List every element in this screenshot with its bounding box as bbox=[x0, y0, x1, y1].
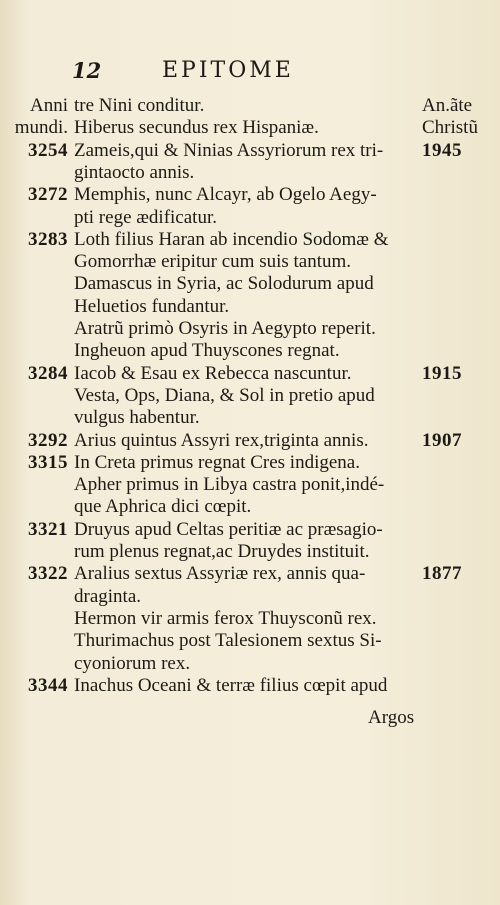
text-line bbox=[0, 139, 500, 162]
text-line bbox=[0, 607, 500, 630]
year-of-world: 3254 bbox=[28, 139, 68, 161]
year-of-world: 3283 bbox=[28, 228, 68, 250]
text-line bbox=[0, 384, 500, 407]
year-before-christ: 1877 bbox=[422, 563, 462, 585]
running-title: EPITOME bbox=[162, 58, 294, 83]
entry-text: Gomorrhæ eripitur cum suis tantum. bbox=[74, 251, 352, 273]
entry-text: Heluetios fundantur. bbox=[74, 295, 230, 317]
text-line bbox=[0, 585, 500, 608]
text-line bbox=[0, 272, 500, 295]
text-line bbox=[0, 540, 500, 563]
entry-text: draginta. bbox=[74, 585, 142, 607]
entry-text: Hiberus secundus rex Hispaniæ. bbox=[74, 117, 319, 139]
text-line bbox=[0, 206, 500, 229]
entry-text: In Creta primus regnat Cres indigena. bbox=[74, 451, 360, 473]
entry-text: Druyus apud Celtas peritiæ ac præsagio‑ bbox=[74, 518, 383, 540]
text-line bbox=[0, 451, 500, 474]
catchword: Argos bbox=[368, 707, 415, 728]
entry-text: pti rege ædificatur. bbox=[74, 206, 217, 228]
text-line bbox=[0, 295, 500, 318]
entry-text: Aratrũ primò Osyris in Aegypto reperit. bbox=[74, 318, 376, 339]
text-line bbox=[0, 339, 500, 362]
year-of-world: 3315 bbox=[28, 451, 68, 473]
entry-text: tre Nini conditur. bbox=[74, 95, 205, 116]
year-of-world: 3292 bbox=[28, 429, 68, 451]
entry-text: Thurimachus post Talesionem sextus Si‑ bbox=[74, 630, 382, 652]
entry-text: Damascus in Syria, ac Solodurum apud bbox=[74, 273, 374, 295]
entry-text: Memphis, nunc Alcayr, ab Ogelo Aegy‑ bbox=[74, 184, 377, 206]
text-line bbox=[0, 183, 500, 206]
year-of-world: 3272 bbox=[28, 184, 68, 206]
text-line bbox=[0, 674, 500, 697]
entry-text: Hermon vir armis ferox Thuysconũ rex. bbox=[74, 607, 377, 629]
text-line bbox=[0, 94, 500, 117]
text-line bbox=[0, 429, 500, 452]
margin-label: An.ãte bbox=[422, 95, 473, 116]
margin-label: mundi. bbox=[14, 117, 68, 139]
entry-text: rum plenus regnat,ac Druydes instituit. bbox=[74, 541, 370, 562]
entry-text: cyoniorum rex. bbox=[74, 652, 191, 674]
text-line bbox=[0, 116, 500, 139]
entry-text: Inachus Oceani & terræ filius cœpit apud bbox=[74, 674, 388, 696]
margin-label: Christũ bbox=[422, 117, 478, 139]
entry-text: Loth filius Haran ab incendio Sodomæ & bbox=[74, 228, 389, 250]
catchword-line bbox=[0, 706, 500, 729]
entry-text: que Aphrica dici cœpit. bbox=[74, 496, 252, 518]
text-line bbox=[0, 228, 500, 251]
year-before-christ: 1907 bbox=[422, 429, 462, 451]
text-line bbox=[0, 495, 500, 518]
text-line bbox=[0, 629, 500, 652]
year-before-christ: 1945 bbox=[422, 139, 462, 161]
text-line bbox=[0, 250, 500, 273]
text-line bbox=[0, 562, 500, 585]
text-line bbox=[0, 406, 500, 429]
entry-text: Aralius sextus Assyriæ rex, annis qua‑ bbox=[74, 563, 366, 585]
year-of-world: 3344 bbox=[28, 674, 68, 696]
text-line bbox=[0, 518, 500, 541]
text-line bbox=[0, 362, 500, 385]
entry-text: Zameis,qui & Ninias Assyriorum rex tri‑ bbox=[74, 139, 384, 161]
text-line bbox=[0, 652, 500, 675]
entry-text: Arius quintus Assyri rex,triginta annis. bbox=[74, 429, 369, 451]
text-line bbox=[0, 317, 500, 340]
year-before-christ: 1915 bbox=[422, 362, 462, 384]
entry-text: Vesta, Ops, Diana, & Sol in pretio apud bbox=[74, 384, 375, 406]
year-of-world: 3322 bbox=[28, 563, 68, 585]
year-of-world: 3284 bbox=[28, 362, 68, 384]
page-header bbox=[0, 58, 500, 88]
year-of-world: 3321 bbox=[28, 518, 68, 540]
margin-label: Anni bbox=[30, 95, 68, 116]
text-line bbox=[0, 473, 500, 496]
page-number: 12 bbox=[72, 58, 102, 83]
entry-text: Apher primus in Libya castra ponit,indé‑ bbox=[74, 474, 385, 496]
entry-text: gintaocto annis. bbox=[74, 161, 195, 183]
entry-text: Iacob & Esau ex Rebecca nascuntur. bbox=[74, 362, 352, 384]
text-line bbox=[0, 161, 500, 184]
entry-text: Ingheuon apud Thuyscones regnat. bbox=[74, 340, 340, 362]
entry-text: vulgus habentur. bbox=[74, 407, 200, 429]
